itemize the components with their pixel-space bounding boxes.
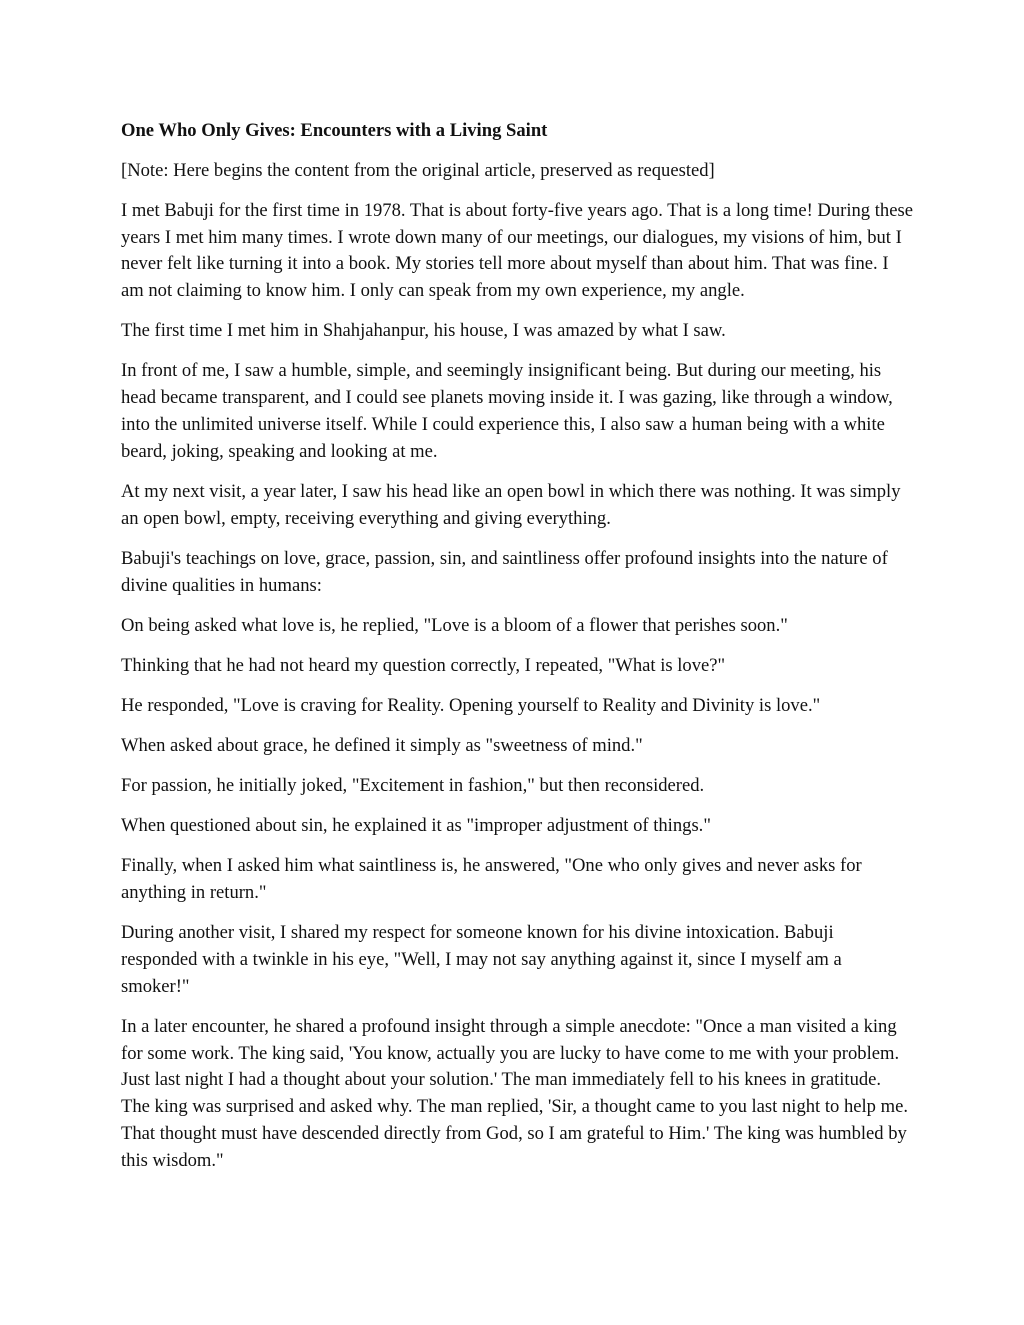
- paragraph-humble-being: In front of me, I saw a humble, simple, and seemingly insignificant being. But during our meeting, his head became transparent, and I could see planets moving inside it. I was gazing, like through a window, into the unlimited universe itself. While I could experience this, I also saw a human being with a white beard, joking, speaking and looking at me.: [121, 360, 893, 462]
- paragraph-passion: For passion, he initially joked, "Excitement in fashion," but then reconsidered.: [121, 775, 705, 797]
- paragraph-shahjahanpur: The first time I met him in Shahjahanpur, his house, I was amazed by what I saw.: [121, 320, 726, 342]
- paragraph-grace: When asked about grace, he defined it simply as "sweetness of mind.": [121, 735, 643, 757]
- paragraph-note: [Note: Here begins the content from the original article, preserved as requested]: [121, 159, 715, 181]
- document-title: One Who Only Gives: Encounters with a Living Saint: [121, 120, 548, 141]
- paragraph-what-is-love: Thinking that he had not heard my question correctly, I repeated, "What is love?": [121, 654, 726, 676]
- paragraph-sin: When questioned about sin, he explained it as "improper adjustment of things.": [121, 815, 711, 837]
- paragraph-first-meeting: I met Babuji for the first time in 1978. That is about forty-five years ago. That is a long time! During these years I met him many times. I wrote down many of our meetings, our dialogues, my visions of him, but I never felt like turning it into a book. My stories tell more about myself than about him. That was fine. I am not claiming to know him. I only can speak from my own experience, my angle.: [121, 199, 913, 302]
- paragraph-open-bowl: At my next visit, a year later, I saw his head like an open bowl in which there was nothing. It was simply an open bowl, empty, receiving everything and giving everything.: [121, 480, 901, 529]
- paragraph-teachings: Babuji's teachings on love, grace, passion, sin, and saintliness offer profound insights into the nature of divine qualities in humans:: [121, 547, 888, 596]
- paragraph-love-craving: He responded, "Love is craving for Reality. Opening yourself to Reality and Divinity is love.": [121, 694, 821, 716]
- paragraph-saintliness: Finally, when I asked him what saintliness is, he answered, "One who only gives and never asks for anything in return.": [121, 855, 862, 904]
- paragraph-love-bloom: On being asked what love is, he replied, "Love is a bloom of a flower that perishes soon.": [121, 614, 788, 636]
- paragraph-smoker: During another visit, I shared my respect for someone known for his divine intoxication. Babuji responded with a twinkle in his eye, "Well, I may not say anything against it, since I myself am a smoker!": [121, 922, 842, 997]
- paragraph-king-anecdote: In a later encounter, he shared a profound insight through a simple anecdote: "Once a man visited a king for some work. The king said, 'You know, actually you are lucky to have come to me with your problem. Just last night I had a thought about your solution.' The man immediately fell to his knees in gratitude. The king was surprised and asked why. The man replied, 'Sir, a thought came to you last night to help me. That thought must have descended directly from God, so I am grateful to Him.' The king was humbled by this wisdom.": [121, 1015, 908, 1171]
